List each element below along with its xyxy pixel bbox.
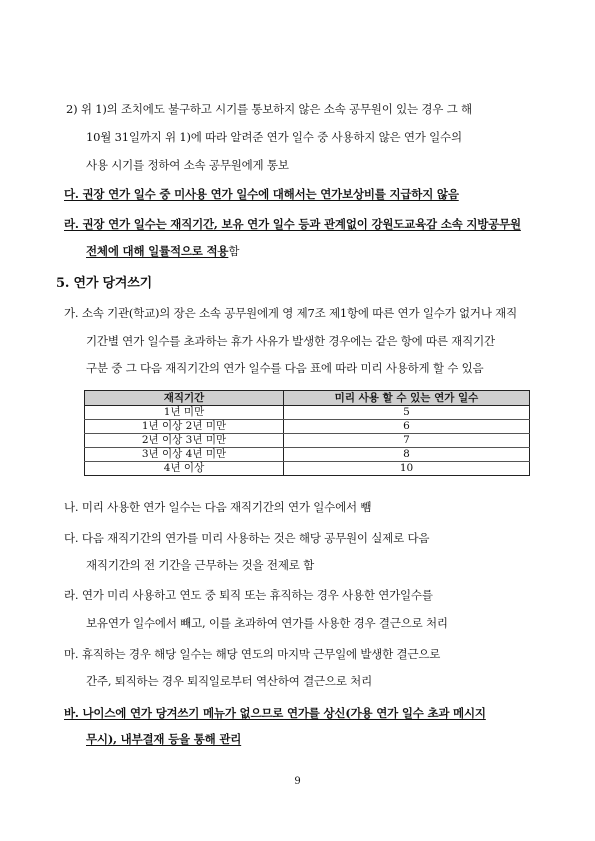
table-cell-days: 5	[284, 406, 530, 420]
item-ga-line-1: 가. 소속 기관(학교)의 장은 소속 공무원에게 영 제7조 제1항에 따른 연가 일수가 없거나 재직	[64, 306, 517, 320]
item-ra2-line-1: 라. 연가 미리 사용하고 연도 중 퇴직 또는 휴직하는 경우 사용한 연가일수를	[64, 588, 433, 602]
table-row	[85, 462, 530, 476]
item-ra-line-2	[86, 243, 239, 259]
table-cell-days: 8	[284, 448, 530, 462]
item-da-notice: 다. 권장 연가 일수 중 미사용 연가 일수에 대해서는 연가보상비를 지급하지 않음	[64, 187, 459, 201]
item-da2-line-1: 다. 다음 재직기간의 연가를 미리 사용하는 것은 해당 공무원이 실제로 다음	[64, 531, 430, 545]
table-header-cell: 재직기간	[85, 391, 284, 406]
item-2-line-3: 사용 시기를 정하여 소속 공무원에게 통보	[86, 158, 289, 172]
table-cell-tenure: 4년 이상	[85, 462, 284, 476]
advance-leave-table	[84, 390, 530, 476]
item-ba-line-1: 바. 나이스에 연가 당겨쓰기 메뉴가 없으므로 연가를 상신(가용 연가 일수 초과 메시지	[64, 706, 486, 720]
item-da2-line-2: 재직기간의 전 기간을 근무하는 것을 전제로 함	[86, 558, 315, 572]
page-number: 9	[294, 776, 301, 787]
item-ra-line-1: 라. 권장 연가 일수는 재직기간, 보유 연가 일수 등과 관계없이 강원도교육감 소속 지방공무원	[64, 217, 521, 231]
table-cell-tenure: 2년 이상 3년 미만	[85, 434, 284, 448]
item-ma-line-2: 간주, 퇴직하는 경우 퇴직일로부터 역산하여 결근으로 처리	[86, 674, 373, 688]
table-row	[85, 434, 530, 448]
table-header-cell: 미리 사용 할 수 있는 연가 일수	[284, 391, 530, 406]
table-header-row	[85, 391, 530, 406]
table-cell-tenure: 3년 이상 4년 미만	[85, 448, 284, 462]
table-cell-days: 10	[284, 462, 530, 476]
item-na: 나. 미리 사용한 연가 일수는 다음 재직기간의 연가 일수에서 뺌	[64, 500, 372, 514]
table-row	[85, 406, 530, 420]
table-cell-days: 6	[284, 420, 530, 434]
item-2-line-1: 2) 위 1)의 조치에도 불구하고 시기를 통보하지 않은 소속 공무원이 있는 경우 그 해	[66, 102, 472, 116]
item-ma-line-1: 마. 휴직하는 경우 해당 일수는 해당 연도의 마지막 근무일에 발생한 결근으로	[64, 647, 441, 661]
table-row	[85, 420, 530, 434]
item-ra2-line-2: 보유연가 일수에서 빼고, 이를 초과하여 연가를 사용한 경우 결근으로 처리	[86, 616, 448, 630]
item-ba-line-2: 무시), 내부결재 등을 통해 관리	[86, 732, 242, 746]
item-ga-line-2: 기간별 연가 일수를 초과하는 휴가 사유가 발생한 경우에는 같은 항에 따른 재직기간	[86, 334, 495, 348]
section-5-title: 5. 연가 당겨쓰기	[56, 276, 152, 291]
table-cell-tenure: 1년 미만	[85, 406, 284, 420]
table-cell-days: 7	[284, 434, 530, 448]
item-ra-line-2-tail: 함	[228, 244, 240, 258]
table-cell-tenure: 1년 이상 2년 미만	[85, 420, 284, 434]
item-2-line-2: 10월 31일까지 위 1)에 따라 알려준 연가 일수 중 사용하지 않은 연가 일수의	[86, 130, 462, 144]
item-ra-line-2-bold: 전체에 대해 일률적으로 적용	[86, 244, 229, 258]
item-ga-line-3: 구분 중 그 다음 재직기간의 연가 일수를 다음 표에 따라 미리 사용하게 할 수 있음	[86, 361, 484, 375]
table-row	[85, 448, 530, 462]
